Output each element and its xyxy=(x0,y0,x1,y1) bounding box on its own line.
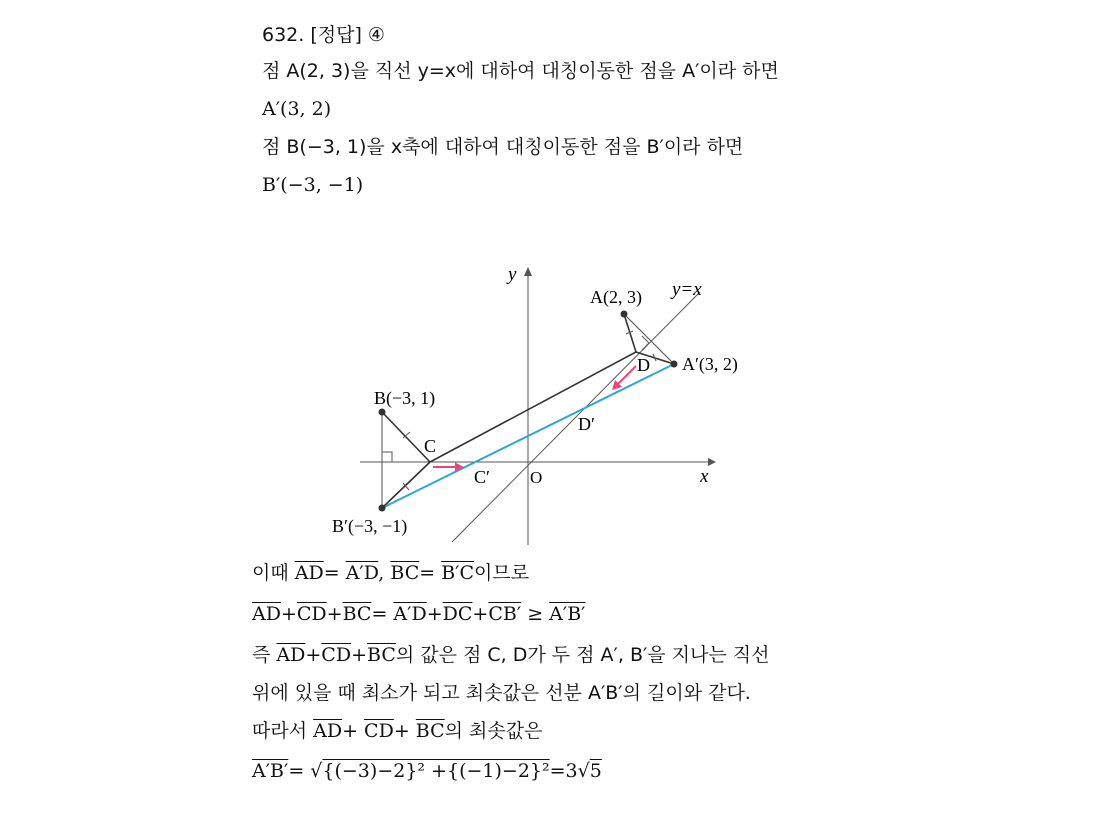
overline-a-prime-d: A′D xyxy=(345,562,379,584)
text-segment: + xyxy=(426,603,443,625)
label-b: B(−3, 1) xyxy=(374,388,436,408)
solution-line-5 xyxy=(252,718,542,744)
text-segment: 의 값은 점 C, D가 두 점 A′, B′을 지나는 직선 xyxy=(395,644,770,666)
arrow-d-to-d-prime xyxy=(618,366,636,384)
text-segment: 따라서 xyxy=(252,720,314,742)
text-segment: + xyxy=(342,720,365,742)
overline-bc: $\overline{BC}$ xyxy=(342,603,372,625)
text-segment: = xyxy=(371,603,394,625)
solution-line-3 xyxy=(252,642,770,668)
problem-line-4: B′(−3, −1) xyxy=(262,174,364,196)
radicand: {(−3)−2}² +{(−1)−2}² xyxy=(322,760,550,782)
overline-bc: $\overline{BC}$ xyxy=(415,720,445,742)
segment-b-prime-c xyxy=(382,462,430,508)
overline-a-prime-b-prime: A′B′ xyxy=(549,603,586,625)
overline-a-prime-b-prime: A′B′ xyxy=(252,760,289,782)
label-a: A(2, 3) xyxy=(590,287,642,307)
overline-ad: $\overline{AD}$ xyxy=(313,720,343,742)
label-b-prime: B′(−3, −1) xyxy=(332,516,408,536)
overline-bc: $\overline{BC}$ xyxy=(390,562,420,584)
overline-cb-prime: CB′ xyxy=(488,603,522,625)
text-segment: , xyxy=(378,562,391,584)
point-b xyxy=(379,409,386,416)
solution-line-4: 위에 있을 때 최소가 되고 최솟값은 선분 A′B′의 길이와 같다. xyxy=(252,682,751,704)
label-a-prime: A′(3, 2) xyxy=(682,354,738,374)
overline-cd: $\overline{CD}$ xyxy=(364,720,394,742)
text-segment: + xyxy=(393,720,416,742)
line-y-equals-x-label: y=x xyxy=(672,279,702,300)
solution-line-1 xyxy=(252,560,529,586)
overline-a-prime-d: A′D xyxy=(393,603,427,625)
overline-cd: $\overline{CD}$ xyxy=(321,644,352,666)
text-segment: 이때 xyxy=(252,562,295,584)
text-segment: + xyxy=(280,603,297,625)
text-segment: 의 최솟값은 xyxy=(444,720,543,742)
point-a xyxy=(621,311,628,318)
point-a-prime xyxy=(671,361,678,368)
label-d: D xyxy=(637,355,650,375)
right-angle-mark-b xyxy=(382,452,392,462)
problem-header: 632. [정답] ④ xyxy=(262,24,385,46)
axis-label-x: x xyxy=(700,466,709,487)
problem-line-3: 점 B(−3, 1)을 x축에 대하여 대칭이동한 점을 B′이라 하면 xyxy=(262,136,744,158)
label-c: C xyxy=(424,436,437,456)
text-segment: + xyxy=(305,644,322,666)
axis-label-y: y xyxy=(508,264,517,285)
text-segment: = xyxy=(288,760,311,782)
sqrt-symbol: √ xyxy=(577,760,590,782)
point-b-prime xyxy=(379,505,386,512)
label-c-prime: C′ xyxy=(474,467,490,487)
line-y-equals-x xyxy=(452,292,700,542)
text-segment: + xyxy=(351,644,367,666)
problem-line-2: A′(3, 2) xyxy=(262,98,332,120)
text-segment: ≥ xyxy=(521,603,550,625)
text-segment: = xyxy=(419,562,442,584)
solution-line-2 xyxy=(252,601,585,627)
text-segment: 이므로 xyxy=(474,562,530,584)
origin-label: O xyxy=(530,468,543,487)
overline-cd: $\overline{CD}$ xyxy=(296,603,327,625)
y-axis-arrow-icon xyxy=(524,267,532,276)
x-axis-arrow-icon xyxy=(708,458,716,466)
overline-ad: $\overline{AD}$ xyxy=(294,562,324,584)
text-segment: =3 xyxy=(549,760,578,782)
overline-ad: $\overline{AD}$ xyxy=(276,644,306,666)
overline-bc: $\overline{BC}$ xyxy=(367,644,396,666)
radicand-result: 5 xyxy=(589,760,602,782)
solution-line-6 xyxy=(252,758,602,784)
text-segment: 즉 xyxy=(252,644,277,666)
label-d-prime: D′ xyxy=(578,414,595,434)
overline-ad: $\overline{AD}$ xyxy=(252,603,281,625)
sqrt-symbol: √ xyxy=(310,760,323,782)
problem-line-1: 점 A(2, 3)을 직선 y=x에 대하여 대칭이동한 점을 A′이라 하면 xyxy=(262,60,779,82)
overline-b-prime-c: B′C xyxy=(441,562,475,584)
text-segment: = xyxy=(323,562,346,584)
text-segment: + xyxy=(472,603,489,625)
overline-dc: $\overline{DC}$ xyxy=(442,603,473,625)
segment-b-c xyxy=(382,412,430,462)
segment-c-d xyxy=(430,352,636,462)
text-segment: + xyxy=(326,603,343,625)
